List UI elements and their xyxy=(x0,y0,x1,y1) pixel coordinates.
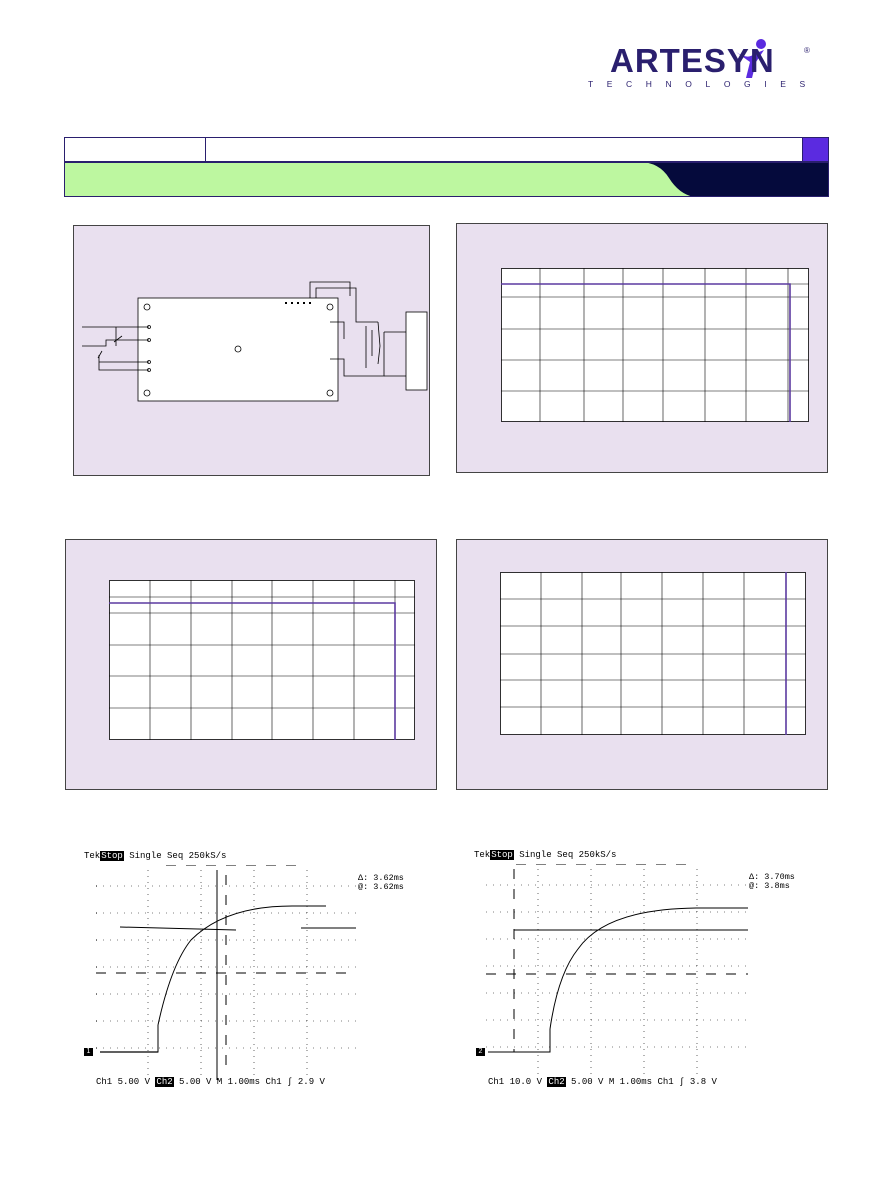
scope-left-channel-marker: 1 xyxy=(84,1048,93,1056)
scope-right-channel-marker: 2 xyxy=(476,1048,485,1056)
scope-left-trigger: Ch1 ∫ xyxy=(265,1077,293,1087)
grid-bottom-left xyxy=(109,580,415,740)
scope-left-meas1: Δ: 3.62ms xyxy=(358,873,404,883)
table-panel-top-right xyxy=(456,223,828,473)
scope-right-meas1: Δ: 3.70ms xyxy=(749,872,795,882)
scope-right-status: Stop xyxy=(491,850,513,860)
scope-right-waveform xyxy=(486,864,761,1084)
scope-left-timebase: M 1.00ms xyxy=(216,1077,261,1087)
header-band xyxy=(64,162,829,200)
header-cell-left xyxy=(65,138,206,161)
scope-left-waveform xyxy=(96,865,366,1083)
scope-capture-right xyxy=(474,847,814,1093)
scope-left-ch1-scale: 5.00 V xyxy=(117,1077,151,1087)
scope-right-ch1-scale: 10.0 V xyxy=(509,1077,543,1087)
logo-registered-mark: ® xyxy=(804,46,810,55)
scope-left-prefix: Tek xyxy=(84,851,101,861)
scope-left-ch2-label: Ch2 xyxy=(156,1077,173,1087)
scope-left-status: Stop xyxy=(101,851,123,861)
connection-diagram xyxy=(74,226,431,477)
scope-right-trigger: Ch1 ∫ xyxy=(657,1077,685,1087)
grid-bottom-right xyxy=(500,572,806,735)
scope-left-mode: Single Seq xyxy=(129,851,184,861)
artesyn-logo xyxy=(588,38,833,94)
header-cell-main xyxy=(206,138,802,161)
header-row xyxy=(64,137,829,162)
scope-right-header xyxy=(474,850,616,860)
scope-left-rate: 250kS/s xyxy=(188,851,227,861)
table-panel-bottom-right xyxy=(456,539,828,790)
scope-left-header xyxy=(84,851,226,861)
logo-wordmark: ARTESYN xyxy=(610,42,775,79)
logo-tagline: TECHNOLOGIES xyxy=(588,79,819,89)
scope-right-timebase: M 1.00ms xyxy=(608,1077,653,1087)
scope-capture-left xyxy=(84,848,404,1094)
scope-left-footer xyxy=(96,1077,325,1087)
scope-right-rate: 250kS/s xyxy=(578,850,617,860)
schematic-panel xyxy=(73,225,430,476)
scope-right-prefix: Tek xyxy=(474,850,491,860)
scope-right-meas2: @: 3.8ms xyxy=(749,881,790,891)
grid-top-right xyxy=(501,268,809,422)
scope-left-ch2-scale: 5.00 V xyxy=(179,1077,212,1087)
scope-right-ch1-label: Ch1 xyxy=(488,1077,505,1087)
scope-right-footer xyxy=(488,1077,717,1087)
scope-left-trigger-level: 2.9 V xyxy=(297,1077,325,1087)
scope-right-ch2-scale: 5.00 V xyxy=(571,1077,604,1087)
scope-right-trigger-level: 3.8 V xyxy=(689,1077,717,1087)
scope-left-meas2: @: 3.62ms xyxy=(358,882,404,892)
scope-right-mode: Single Seq xyxy=(519,850,574,860)
table-panel-bottom-left xyxy=(65,539,437,790)
scope-left-ch1-label: Ch1 xyxy=(96,1077,113,1087)
header-accent-square xyxy=(802,138,828,161)
scope-right-ch2-label: Ch2 xyxy=(548,1077,565,1087)
